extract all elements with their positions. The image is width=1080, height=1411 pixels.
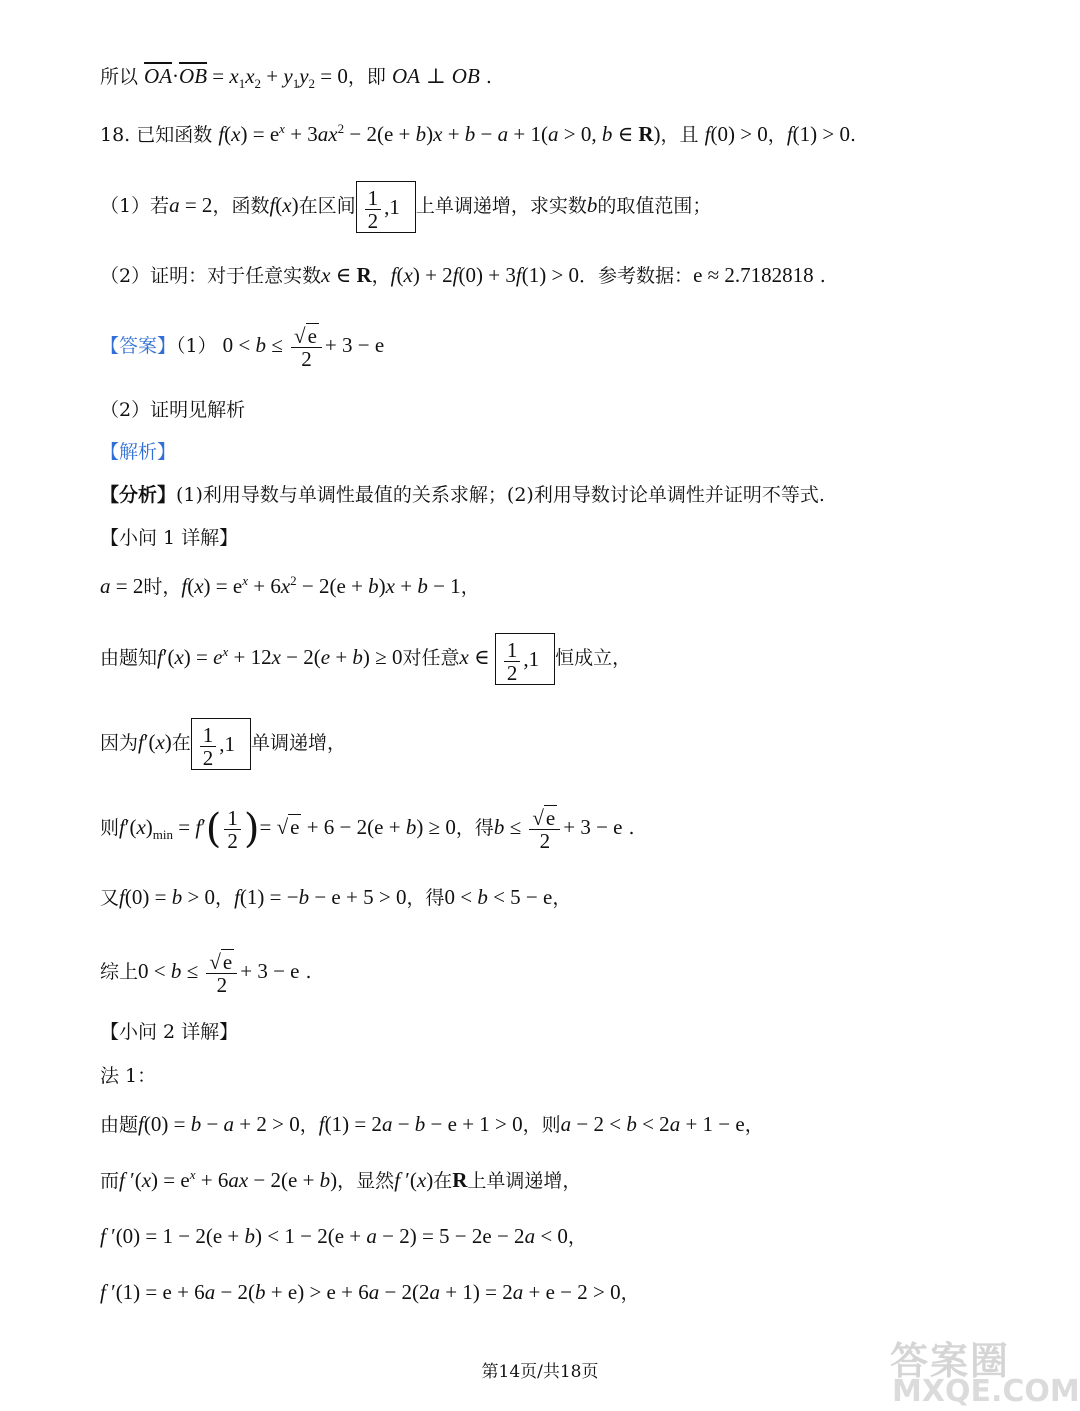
page-footer: 第14页/共18页 [481, 1362, 599, 1382]
question-18-part-2: （2）证明：对于任意实数x ∈ R，f(x) + 2f(0) + 3f(1) > 0．参考数据：e ≈ 2.7182818 . [100, 263, 826, 287]
answer-1: 【答案】（1） 0 < b ≤ $\frac{√e}{2}$ + 3 − e [100, 323, 385, 371]
sub2-line-1: 由题f(0) = b − a + 2 > 0，f(1) = 2a − b − e + 1 > 0，则a − 2 < b < 2a + 1 − e， [100, 1112, 764, 1136]
sub1-line-5: 又f(0) = b > 0，f(1) = −b − e + 5 > 0，得0 < b < 5 − e， [100, 885, 572, 909]
answer-tag: 【答案】 [100, 335, 177, 357]
question-18: 18. 已知函数 $f(x) = e^x + 3ax^2 - 2(e + b)x + b - a + 1(a > 0$, b ∈ R)，且 f(0) > 0，f(1) > 0. [100, 121, 857, 146]
analysis-summary: 【分析】(1)利用导数与单调性最值的关系求解；(2)利用导数讨论单调性并证明不等式. [100, 484, 825, 506]
sub2-line-4: f ′(1) = e + 6a − 2(b + e) > e + 6a − 2(2a + 1) = 2a + e − 2 > 0， [100, 1280, 640, 1304]
line-oa-ob: 所以 $\overline{OA}\cdot\overline{OB} = x_1x_2 + y_1y_2 = 0$，即 OA ⊥ OB . [100, 64, 492, 92]
sub1-line-1: a = 2时，$f(x) = e^x + 6x^2 - 2(e + b)x + b - 1$， [100, 573, 480, 598]
sub2-line-2: 而f $'(x) = e^x + 6ax - 2(e + b)$，显然f ′(x)在R上单调递增， [100, 1167, 582, 1192]
watermark-logo: 答案圈 MXQE.COM [890, 1339, 1080, 1409]
sub2-line-3: f ′(0) = 1 − 2(e + b) < 1 − 2(e + a − 2) = 5 − 2e − 2a < 0， [100, 1224, 587, 1248]
sub1-title: 【小问 1 详解】 [100, 527, 239, 549]
sub1-line-2: 由题知$f'(x) = e^x + 12x - 2(e + b) \ge 0$对任意x ∈ $\frac{1}{2}$ ,1 恒成立， [100, 630, 1040, 685]
answer-2: （2）证明见解析 [100, 399, 246, 421]
method-1: 法 1： [100, 1065, 157, 1087]
analysis-tag: 【解析】 [100, 441, 177, 463]
sub1-line-6: 综上0 < b ≤ $\frac{√e}{2}$ + 3 − e . [100, 949, 312, 997]
sub1-line-3: 因为f′(x)在 $\frac{1}{2}$ ,1 单调递增， [100, 715, 1040, 770]
sub1-line-4: 则$f'(x)_{min} = f'$( $\frac{1}{2}$ )= √e + 6 − 2(e + b) ≥ 0，得b ≤ $\frac{√e}{2}$ + 3 − e . [100, 805, 635, 853]
sub2-title: 【小问 2 详解】 [100, 1021, 239, 1043]
question-18-part-1: （1）若a = 2，函数f(x)在区间 $\frac{1}{2}$ ,1 上单调递增，求实数b的取值范围； [100, 180, 1040, 233]
